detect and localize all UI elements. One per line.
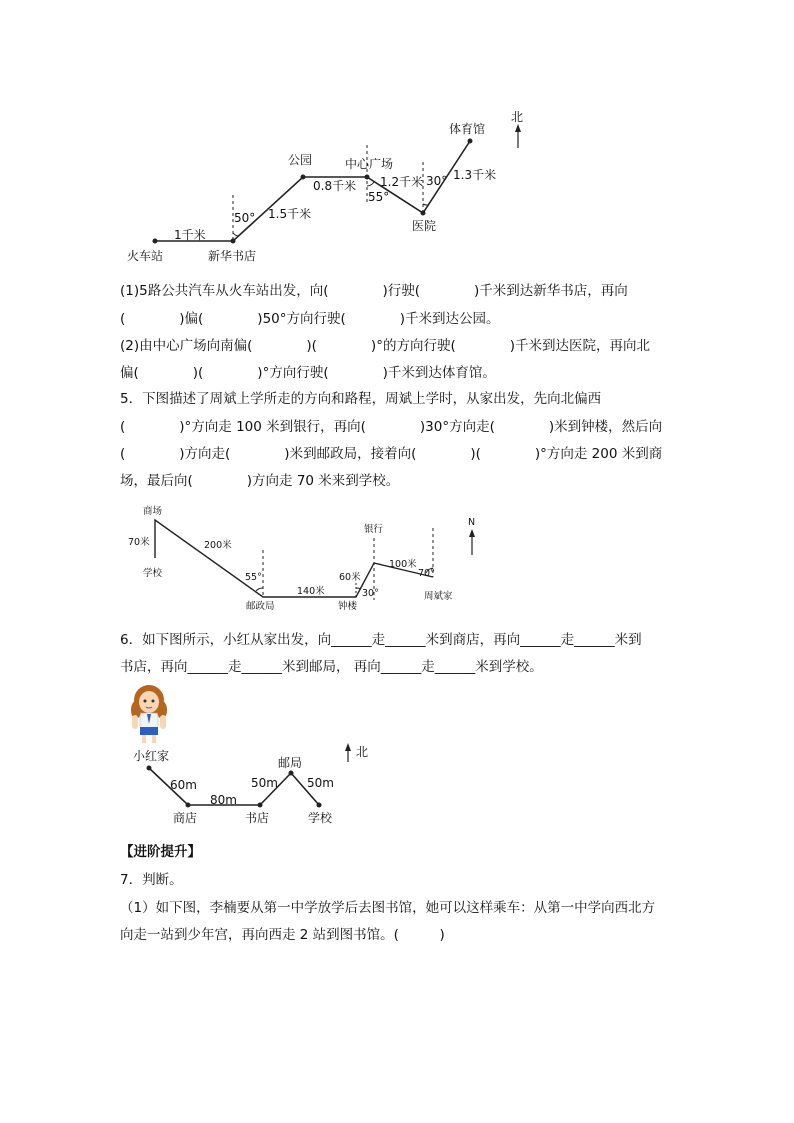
label-park: 公园 [288,153,313,167]
dist-50m-a: 50m [251,776,278,790]
q7-line2: 向走一站到少年宫，再向西走 2 站到图书馆。( ) [120,927,445,943]
label-mall: 商场 [143,506,163,517]
north-label-3: 北 [356,745,369,759]
dist-70: 70米 [128,537,150,548]
q5-line3: ( )方向走( )米到邮政局，接着向( )( )°方向走 200 米到商 [120,446,663,462]
section-title: 【进阶提升】 [120,844,201,860]
dist-5: 1.3千米 [453,168,497,182]
label-home-2: 周斌家 [424,591,453,602]
angle-55-2: 55° [245,572,262,583]
dist-4: 1.2千米 [380,175,424,189]
angle-70: 70° [418,568,435,579]
q6-line2: 书店，再向______走______米到邮局， 再向______走______米到学校。 [120,659,543,675]
north-label: 北 [511,110,524,124]
dist-1: 1千米 [174,228,206,242]
dist-60: 60米 [339,572,361,583]
q6-line1: 6．如下图所示，小红从家出发，向______走______米到商店，再向______走______米到 [120,632,642,648]
label-hospital: 医院 [412,219,437,233]
label-bell-tower: 钟楼 [338,601,358,612]
label-school-2: 学校 [143,568,163,579]
label-school-3: 学校 [308,811,333,825]
dist-3: 0.8千米 [313,179,357,193]
dist-50m-b: 50m [307,776,334,790]
angle-30: 30° [426,174,448,188]
dist-200: 200米 [204,540,232,551]
label-bookstore-3: 书店 [245,811,270,825]
angle-55: 55° [368,190,390,204]
q5-line2: ( )°方向走 100 米到银行，再向( )30°方向走( )米到钟楼，然后向 [120,419,663,435]
label-station: 火车站 [127,249,164,263]
dist-100: 100米 [389,559,417,570]
north-label-2: N [468,517,476,528]
angle-30-2: 30° [362,588,379,599]
girl-illustration [126,682,172,744]
q5-line4: 场，最后向( )方向走 70 米来到学校。 [120,473,400,489]
dist-140: 140米 [297,586,325,597]
dist-2: 1.5千米 [268,207,312,221]
label-xiaohong-home: 小红家 [133,749,170,763]
q5-line1: 5．下图描述了周斌上学所走的方向和路程，周斌上学时，从家出发，先向北偏西 [120,391,602,407]
label-post-3: 邮局 [278,756,303,770]
q4-part2-line1: (2)由中心广场向南偏( )( )°的方向行驶( )千米到达医院，再向北 [120,338,650,354]
dist-60m: 60m [170,778,197,792]
label-bank: 银行 [364,524,384,535]
label-shop: 商店 [173,811,198,825]
q4-part1-line1: (1)5路公共汽车从火车站出发，向( )行驶( )千米到达新华书店，再向 [120,283,628,299]
route-diagram-3 [0,740,794,830]
q7-line1: （1）如下图，李楠要从第一中学放学后去图书馆，她可以这样乘车：从第一中学向西北方 [120,900,656,916]
label-plaza: 中心广场 [345,157,394,171]
angle-50: 50° [234,211,256,225]
label-post-office: 邮政局 [246,601,275,612]
q7-title: 7．判断。 [120,872,183,888]
label-bookstore: 新华书店 [208,249,257,263]
q4-part1-line2: ( )偏( )50°方向行驶( )千米到达公园。 [120,311,500,327]
label-stadium: 体育馆 [449,122,486,136]
dist-80m: 80m [210,793,237,807]
q4-part2-line2: 偏( )( )°方向行驶( )千米到达体育馆。 [120,365,496,381]
